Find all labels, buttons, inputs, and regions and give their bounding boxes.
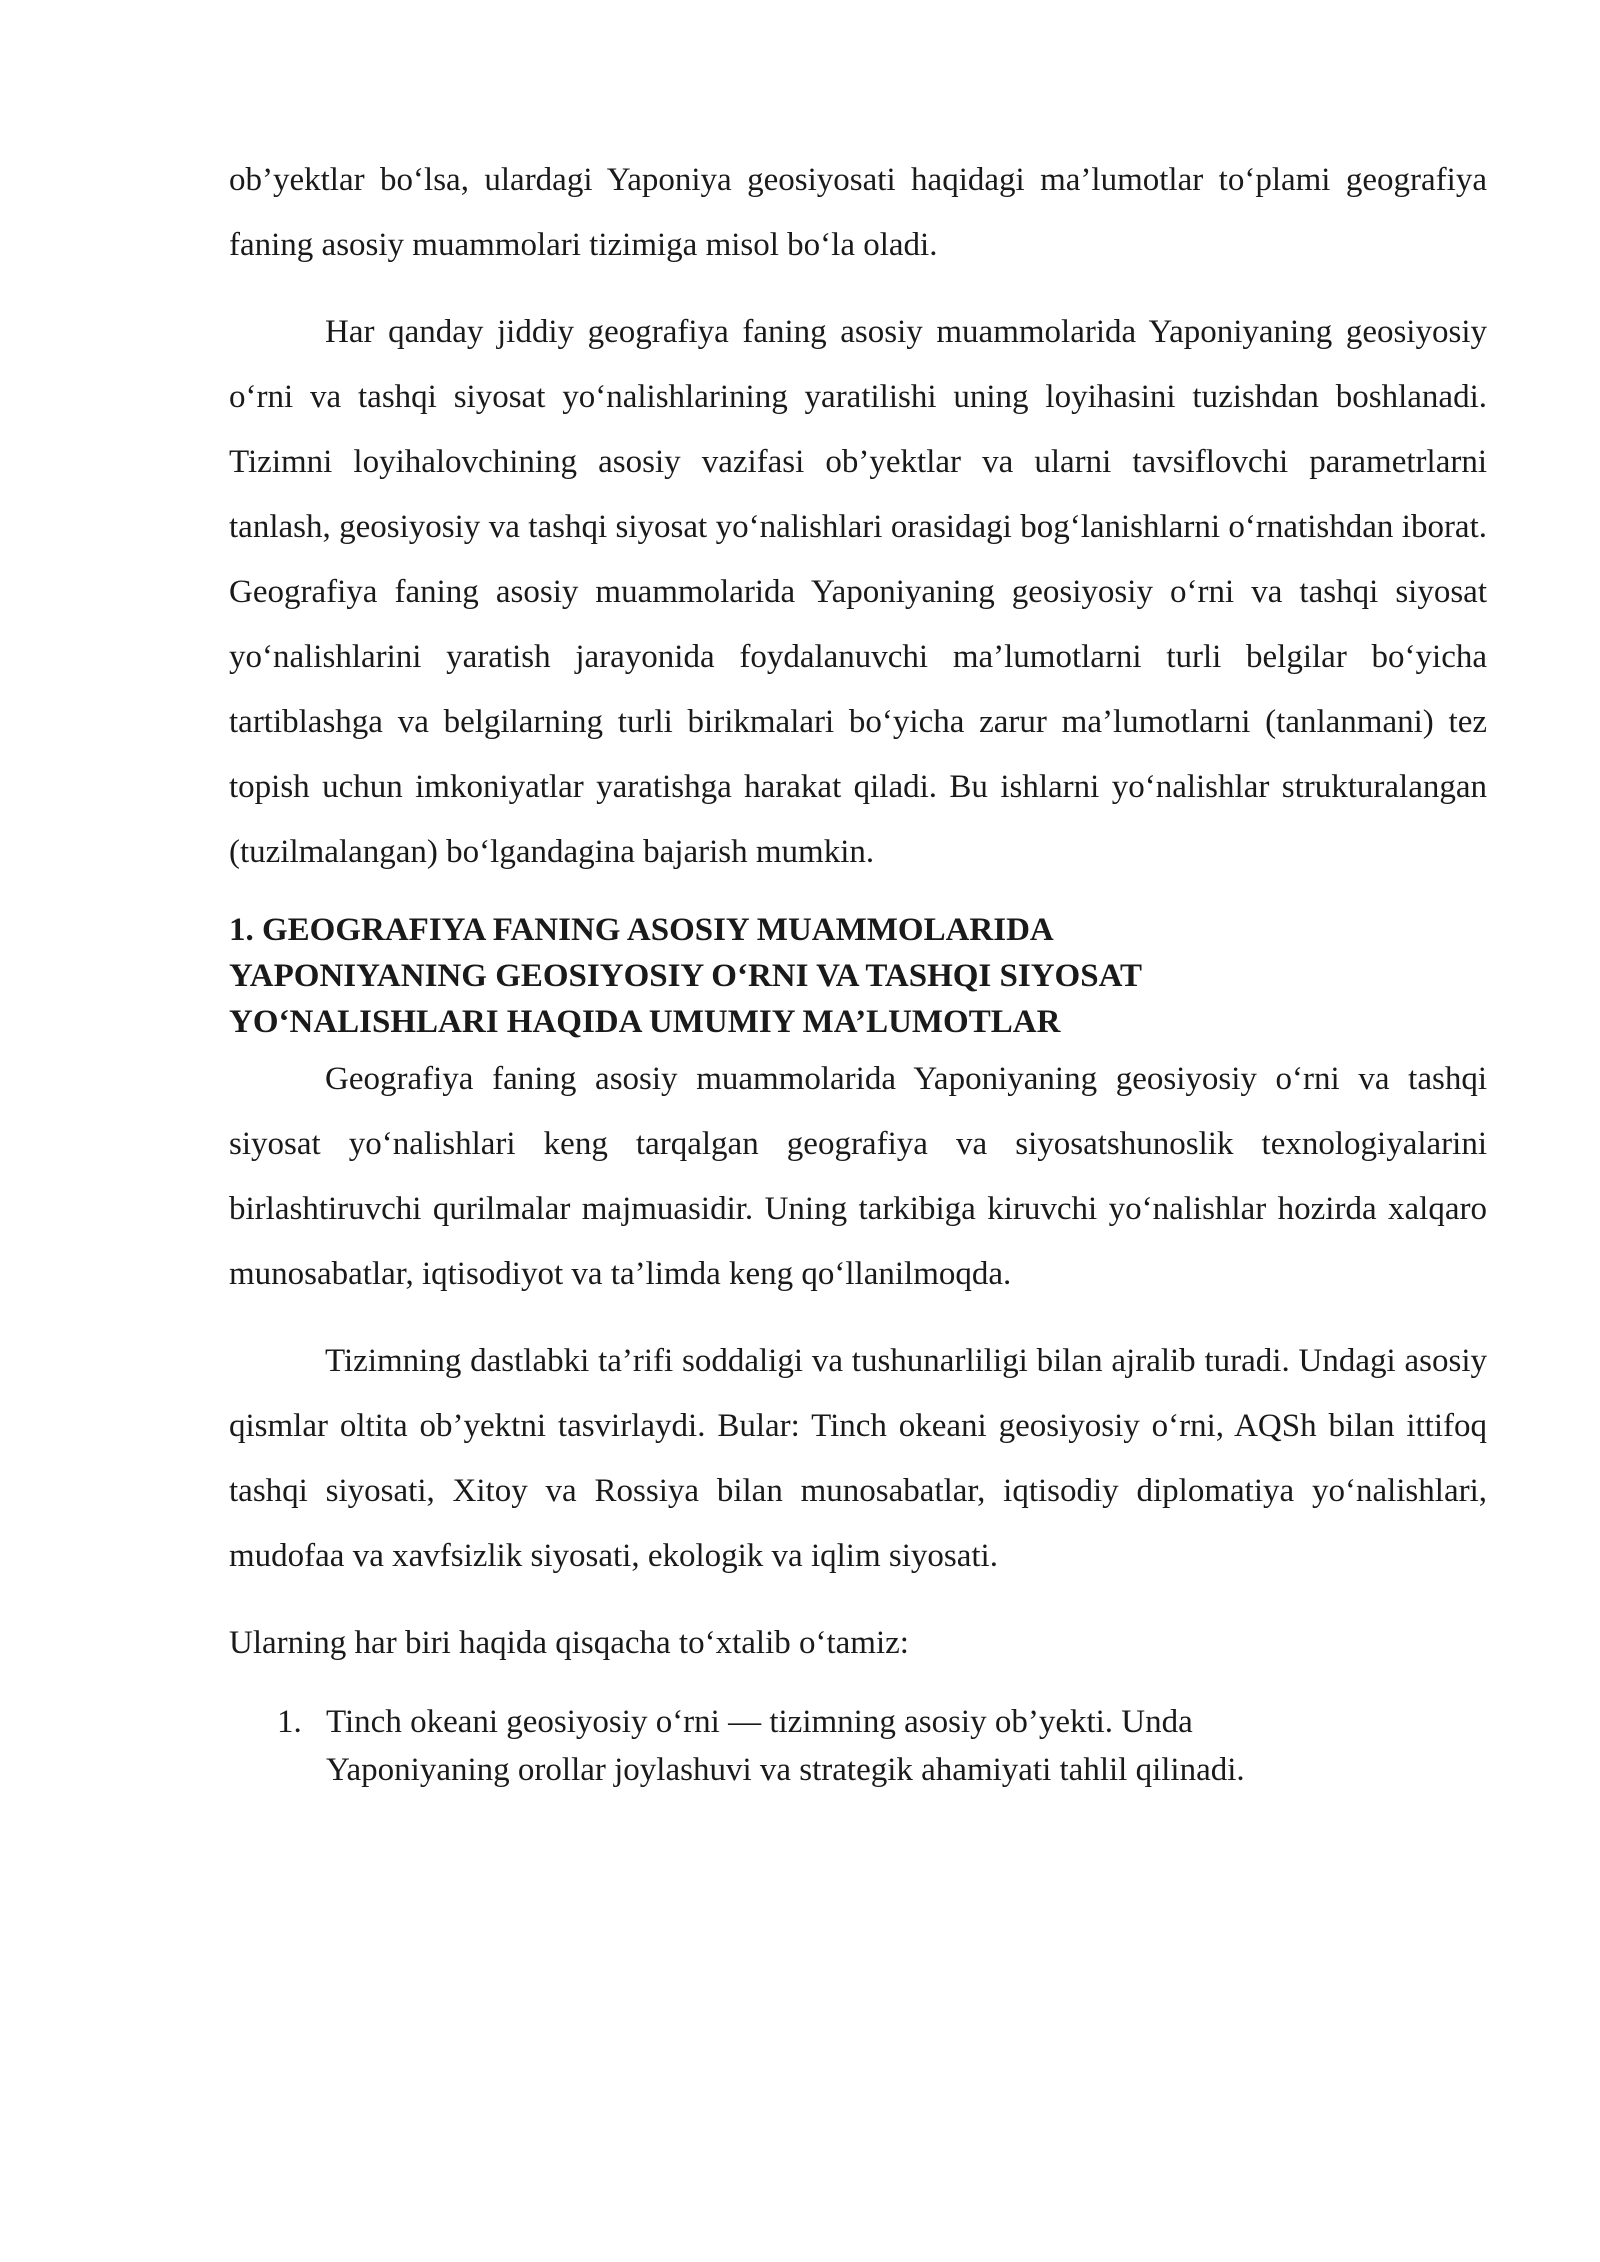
document-page	[229, 148, 1487, 1794]
list-item-number: 1.	[277, 1704, 302, 1740]
paragraph-list-intro: Ularning har biri haqida qisqacha to‘xtalib o‘tamiz:	[229, 1625, 909, 1661]
paragraph-system-parts: Tizimning dastlabki ta’rifi soddaligi va tushunarliligi bilan ajralib turadi. Undagi asosiy qismlar oltita ob’yektni tasvirlaydi. Bular: Tinch okeani geosiyosiy o‘rni, AQSh bilan ittifoq tashqi siyosati, Xitoy va Rossiya bilan munosabatlar, iqtisodiy diplomatiya yo‘nalishlari, mudofaa va xavfsizlik siyosati, ekologik va iqlim siyosati.	[229, 1343, 1487, 1574]
section-heading	[229, 907, 1487, 1045]
paragraph-continuation: ob’yektlar bo‘lsa, ulardagi Yaponiya geosiyosati haqidagi ma’lumotlar to‘plami geografiya faning asosiy muammolari tizimiga misol bo‘la oladi.	[229, 162, 1487, 263]
paragraph-system-design: Har qanday jiddiy geografiya faning asosiy muammolarida Yaponiyaning geosiyosiy o‘rni va tashqi siyosat yo‘nalishlarining yaratilishi uning loyihasini tuzishdan boshlanadi. Tizimni loyihalovchining asosiy vazifasi ob’yektlar va ularni tavsiflovchi parametrlarni tanlash, geosiyosiy va tashqi siyosat yo‘nalishlari orasidagi bog‘lanishlarni o‘rnatishdan iborat. Geografiya faning asosiy muammolarida Yaponiyaning geosiyosiy o‘rni va tashqi siyosat yo‘nalishlarini yaratish jarayonida foydalanuvchi ma’lumotlarni turli belgilar bo‘yicha tartiblashga va belgilarning turli birikmalari bo‘yicha zarur ma’lumotlarni (tanlanmani) tez topish uchun imkoniyatlar yaratishga harakat qiladi. Bu ishlarni yo‘nalishlar strukturalangan (tuzilmalangan) bo‘lgandagina bajarish mumkin.	[229, 314, 1487, 870]
section-heading-line-3: YO‘NALISHLARI HAQIDA UMUMIY MA’LUMOTLAR	[229, 1004, 1061, 1040]
paragraph-definition: Geografiya faning asosiy muammolarida Yaponiyaning geosiyosiy o‘rni va tashqi siyosat yo‘nalishlari keng tarqalgan geografiya va siyosatshunoslik texnologiyalarini birlashtiruvchi qurilmalar majmuasidir. Uning tarkibiga kiruvchi yo‘nalishlar hozirda xalqaro munosabatlar, iqtisodiyot va ta’limda keng qo‘llanilmoqda.	[229, 1061, 1487, 1292]
list-item-line-1: Tinch okeani geosiyosiy o‘rni — tizimning asosiy ob’yekti. Unda	[326, 1704, 1193, 1740]
section-heading-line-1: 1. GEOGRAFIYA FANING ASOSIY MUAMMOLARIDA	[229, 912, 1054, 948]
list-item-line-2: Yaponiyaning orollar joylashuvi va strategik ahamiyati tahlil qilinadi.	[326, 1752, 1245, 1788]
section-heading-line-2: YAPONIYANING GEOSIYOSIY O‘RNI VA TASHQI SIYOSAT	[229, 958, 1142, 994]
list-item	[229, 1698, 1487, 1794]
numbered-list	[229, 1698, 1487, 1794]
